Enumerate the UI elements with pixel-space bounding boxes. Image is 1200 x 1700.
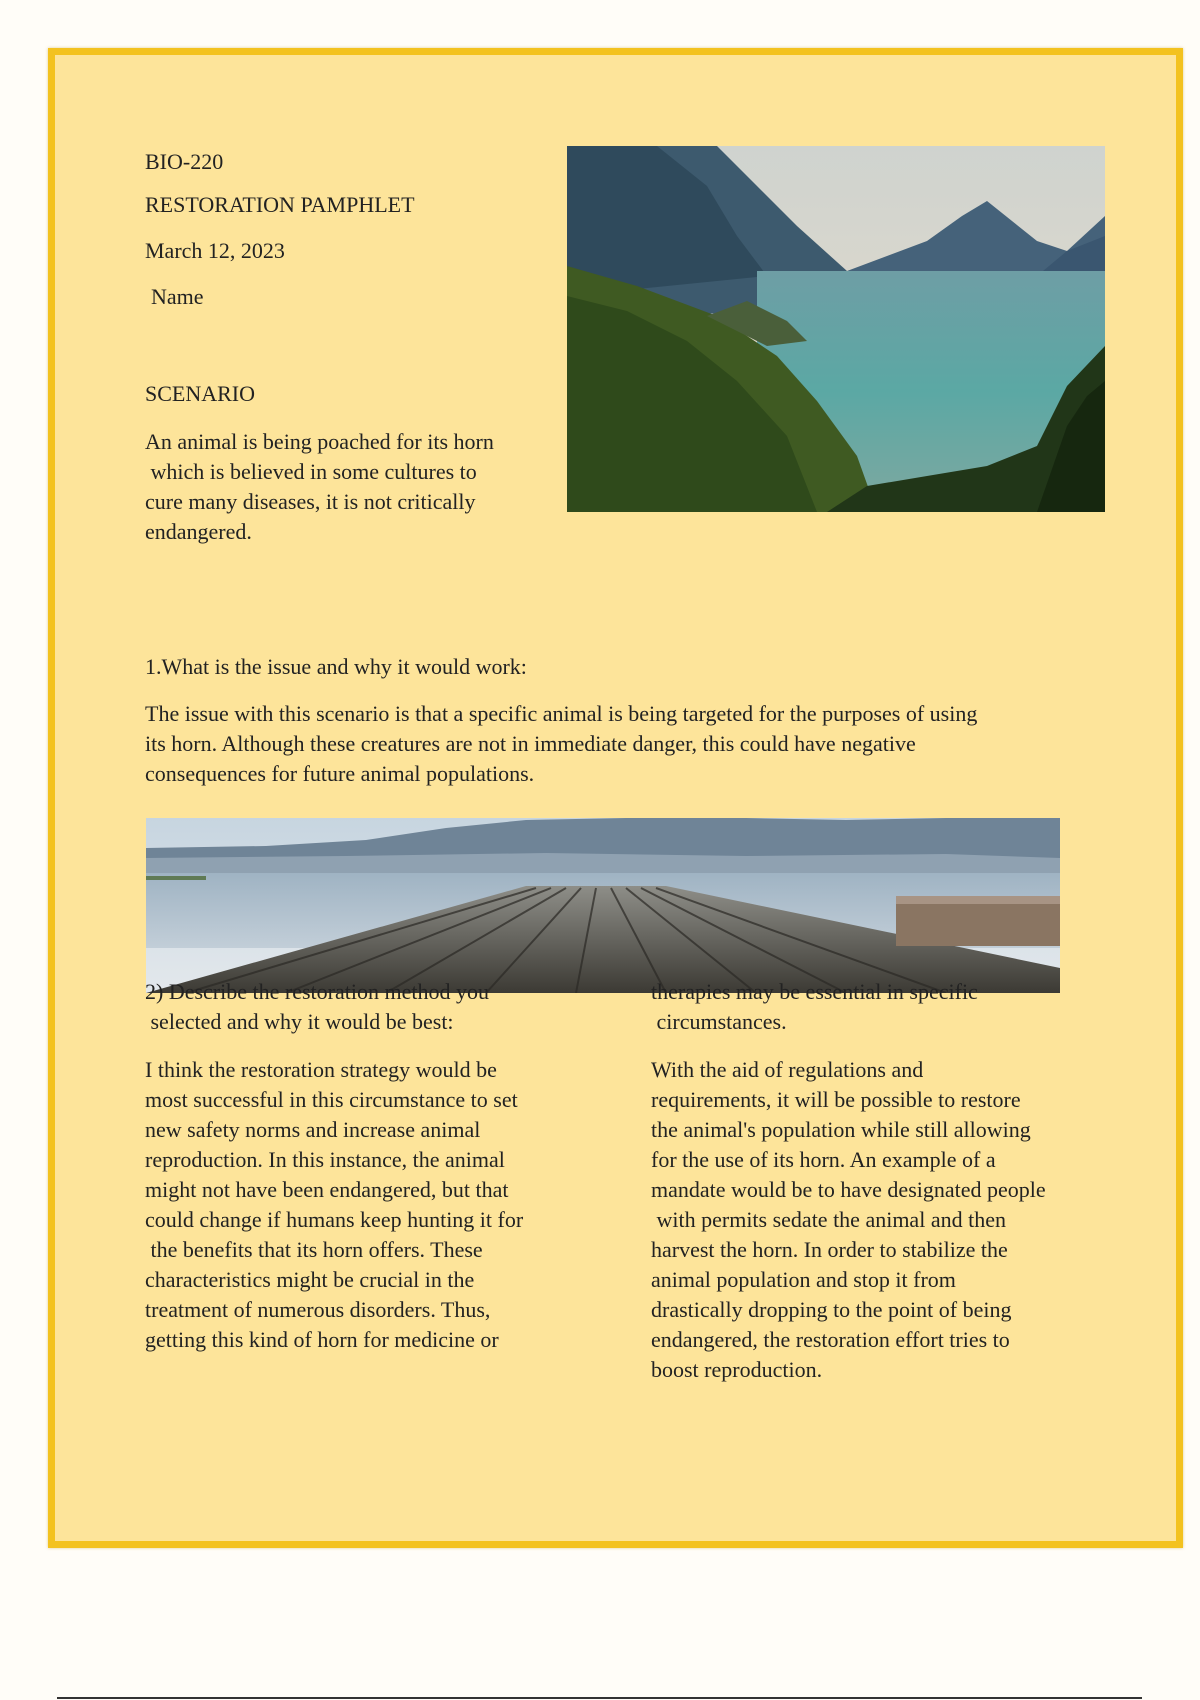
scenario-line: An animal is being poached for its horn xyxy=(145,429,494,454)
question2-heading-line: 2) Describe the restoration method you xyxy=(145,979,489,1004)
answer2-line: mandate would be to have designated people xyxy=(651,1177,1046,1202)
wooden-dock-lake-photo xyxy=(146,818,1060,993)
answer1-line: its horn. Although these creatures are not in immediate danger, this could have negative xyxy=(145,731,916,756)
course-code: BIO-220 xyxy=(145,149,224,174)
scenario-line: which is believed in some cultures to xyxy=(145,459,477,484)
answer2-line: for the use of its horn. An example of a xyxy=(651,1147,996,1172)
answer2-line: I think the restoration strategy would be xyxy=(145,1057,497,1082)
answer2-line: getting this kind of horn for medicine or xyxy=(145,1327,499,1352)
answer2-line: most successful in this circumstance to set xyxy=(145,1087,518,1112)
answer2-line: circumstances. xyxy=(651,1009,787,1034)
scenario-line: endangered. xyxy=(145,519,252,544)
answer2-line: reproduction. In this instance, the animal xyxy=(145,1147,505,1172)
answer2-line: the animal's population while still allowing xyxy=(651,1117,1031,1142)
question1-heading: 1.What is the issue and why it would work: xyxy=(145,654,527,679)
answer2-line: drastically dropping to the point of being xyxy=(651,1297,1012,1322)
answer2-right-column xyxy=(651,1055,1046,1385)
question2-heading xyxy=(145,977,489,1037)
answer2-line: therapies may be essential in specific xyxy=(651,979,978,1004)
answer1-line: The issue with this scenario is that a specific animal is being targeted for the purposes of using xyxy=(145,701,978,726)
answer2-line: characteristics might be crucial in the xyxy=(145,1267,475,1292)
answer2-line: boost reproduction. xyxy=(651,1357,823,1382)
scenario-heading: SCENARIO xyxy=(145,381,256,406)
answer2-line: harvest the horn. In order to stabilize the xyxy=(651,1237,1008,1262)
answer2-right-continuation xyxy=(651,977,978,1037)
scenario-line: cure many diseases, it is not critically xyxy=(145,489,476,514)
question2-heading-line: selected and why it would be best: xyxy=(145,1009,454,1034)
pamphlet-page xyxy=(48,48,1183,1548)
answer2-left-column xyxy=(145,1055,523,1355)
answer2-line: requirements, it will be possible to restore xyxy=(651,1087,1021,1112)
answer2-line: With the aid of regulations and xyxy=(651,1057,924,1082)
answer2-line: with permits sedate the animal and then xyxy=(651,1207,1006,1232)
answer1-line: consequences for future animal populations. xyxy=(145,761,535,786)
answer2-line: might not have been endangered, but that xyxy=(145,1177,509,1202)
answer2-line: treatment of numerous disorders. Thus, xyxy=(145,1297,491,1322)
pamphlet-title: RESTORATION PAMPHLET xyxy=(145,192,415,217)
answer2-line: endangered, the restoration effort tries to xyxy=(651,1327,1010,1352)
date: March 12, 2023 xyxy=(145,238,285,263)
answer2-line: animal population and stop it from xyxy=(651,1267,956,1292)
mountain-lake-photo xyxy=(567,146,1105,512)
answer2-line: could change if humans keep hunting it for xyxy=(145,1207,524,1232)
name-label: Name xyxy=(151,284,204,309)
question1-answer xyxy=(145,699,977,789)
answer2-line: new safety norms and increase animal xyxy=(145,1117,481,1142)
page-bottom-rule xyxy=(57,1697,1142,1699)
scenario-text xyxy=(145,427,494,547)
answer2-line: the benefits that its horn offers. These xyxy=(145,1237,483,1262)
